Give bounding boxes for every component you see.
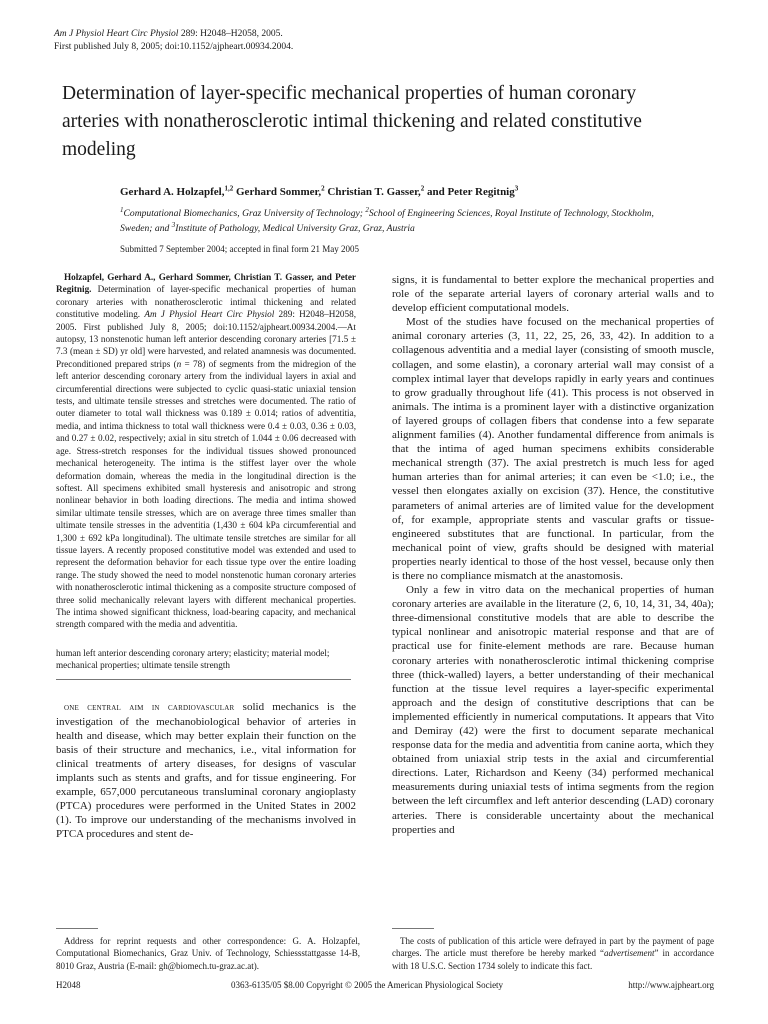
abstract-text-2: 289: H2048–H2058, 2005. First published July 8, 2005; doi:10.1152/ajpheart.00934.2004.—At autopsy, 13 nonstenotic human left anterior descending coronary arteries [71.5 ± 7.3 (mean ± SD) yr old] were harvested, and related anamnesis was documented. Preconditioned prepared strips (: [56, 309, 357, 369]
keywords: human left anterior descending coronary artery; elasticity; material model; mechanical properties; ultimate tensile strength: [56, 647, 330, 671]
author-2: Gerhard Sommer,: [233, 186, 322, 198]
author-3-affil: 2: [420, 184, 425, 193]
author-2-affil: 2: [321, 184, 325, 193]
correspondence-text: Address for reprint requests and other correspondence: G. A. Holzapfel, Computational Biomechanics, Graz Univ. of Technology, Schiessstattgasse 14-B, 8010 Graz, Austria (E-mail: gh@biomech.tu-graz.ac.at).: [56, 936, 360, 971]
intro-text-left: solid mechanics is the investigation of the mechanobiological behavior of arteries in health and disease, which may better explain their function on the basis of their structure and mechanics, i.e., vital information for clinical treatments of artery diseases, for designs of vascular implants such as stents and grafts, and for tissue engineering. For example, 657,000 percutaneous transluminal coronary angioplasty (PTCA) procedures were performed in the United States in 2002 (1). To improve our understanding of the mechanisms involved in PTCA procedures and stent de-: [56, 700, 357, 841]
abstract: [56, 271, 356, 631]
author-1: Gerhard A. Holzapfel,: [120, 186, 225, 198]
submission-dates: Submitted 7 September 2004; accepted in final form 21 May 2005: [120, 244, 359, 254]
affil-1-marker: 1: [120, 205, 124, 214]
costs-text-a: The costs of publication of this article were defrayed in part by the payment of page charges. The article must therefore be hereby marked “: [392, 936, 714, 959]
abstract-n: n: [176, 358, 182, 369]
article-title: Determination of layer-specific mechanical properties of human coronary arteries with nonatherosclerotic intimal thickening and related constitutive modeling: [62, 83, 642, 160]
affiliations: [120, 206, 680, 236]
costs-text-b: ” in accordance with 18 U.S.C. Section 1734 solely to indicate this fact.: [392, 948, 714, 971]
author-4-affil: 3: [514, 184, 519, 193]
abstract-text-3: = 78) of segments from the midregion of the left anterior descending coronary artery from the individual layers in axial and circumferential directions were subjected to cyclic quasi-static uniaxial tension tests, and ultimate tensile stresses and stretches were documented. The ratio of outer diameter to total wall thickness was 0.189 ± 0.014; ratios of adventitia, media, and intima thickness to total wall thickness were 0.4 ± 0.03, 0.36 ± 0.03, and 0.27 ± 0.02, respectively; axial in situ stretch of 1.044 ± 0.06 decreased with age. Stress-stretch responses for the individual tissues showed pronounced mechanical heterogeneity. The intima is the stiffest layer over the whole deformation domain, whereas the media in the longitudinal direction is the softest. All specimens exhibited small hysteresis and anisotropic and strong nonlinear behavior in both loading directions. The media and intima showed similar ultimate tensile stresses, which are on average three times smaller than ultimate tensile stresses in the adventitia (1,430 ± 604 kPa circumferential and 1,300 ± 692 kPa longitudinal). The ultimate tensile stretches are similar for all tissue layers. A recently proposed constitutive model was extended and used to represent the deformation behavior for each tissue type over the entire loading range. The study showed the need to model nonstenotic human coronary arteries with nonatherosclerotic intimal thickening as a composite structure composed of three solid mechanically relevant layers with different mechanical properties. The intima showed significant thickness, load-bearing capacity, and mechanical strength compared with the media and adventitia.: [56, 358, 357, 630]
paragraph-in-vitro-data: Only a few in vitro data on the mechanical properties of human coronary arteries are available in the literature (2, 6, 10, 14, 31, 34, 40a); three-dimensional constitutive models that are able to describe the typical nonlinear and anisotropic material response and that are of practical use for finite-element methods are rare. Because human coronary arteries with nonatherosclerotic intimal thickening comprise three (thick-walled) layers, a better understanding of their mechanical function at the tissue level requires a layer-specific experimental approach and the design of constitutive descriptions that can be implemented efficiently in numerical computations. It appears that Vito and Demiray (42) were the first to document separate mechanical response data for the media and adventitia from canine aorta, which they obtained from uniaxial strip tests in the axial and circumferential directions. Later, Richardson and Keeny (34) performed mechanical measurements during uniaxial tests of intima segments from the region between the left circumflex and left anterior descending (LAD) coronary arteries. There is considerable uncertainty about the mechanical properties and: [392, 584, 714, 836]
intro-lead: one central aim in cardiovascular: [64, 701, 235, 713]
intro-paragraph-left: [56, 700, 356, 842]
journal-volume: 289: H2048–H2058, 2005.: [178, 29, 283, 39]
author-4: and Peter Regitnig: [424, 186, 515, 198]
journal-url[interactable]: http://www.ajpheart.org: [628, 980, 714, 990]
footnote-costs: [392, 928, 714, 972]
footnote-correspondence: [56, 928, 360, 972]
abstract-text-1: Determination of layer-specific mechanical properties of human coronary arteries with nonatherosclerotic intimal thickening and related constitutive modeling.: [56, 284, 356, 320]
author-list: [120, 186, 518, 198]
paragraph-continuation: signs, it is fundamental to better explore the mechanical properties and role of the separate arterial layers of coronary arterial walls and to develop efficient computational models.: [392, 274, 714, 315]
left-column: [56, 271, 356, 842]
affil-2: School of Engineering Sciences, Royal Institute of Technology, Stockholm, Sweden; and: [120, 208, 654, 234]
affil-3-marker: 3: [171, 220, 176, 229]
paragraph-animal-studies: Most of the studies have focused on the mechanical properties of animal coronary arteries (3, 11, 22, 25, 26, 33, 42). In addition to a collagenous adventitia and a medial layer (consisting of smooth muscle, collagen, and some elastin), a coronary arterial wall may consist of a complex intimal layer that develops rapidly in early years and continues to grow gradually throughout life (41). This process is not observed in animals. The intima is a prominent layer with a distinctive organization of layered groups of collagen fibers that condense into a few separate alignment families (4). Another fundamental difference from animals is that the intima of aged human specimens exhibits considerable mechanical strength (37). The axial prestretch is much less for aged human arteries than for animal arteries; it can even be <1.0; i.e., the vessel then elongates axially on excision (37). Hence, the constitutive parameters of animal arteries are of limited value for the development of, for example, appropriate stents and vascular grafts or tissue-engineered substitutes that are functional. In particular, from the mechanical point of view, grafts should be designed with material properties nearly identical to those of the host vessel, because only then is there no compliance mismatch at the anastomosis.: [392, 316, 714, 582]
author-1-affil: 1,2: [224, 184, 234, 193]
abstract-authors: Holzapfel, Gerhard A., Gerhard Sommer, Christian T. Gasser, and Peter Regitnig.: [56, 272, 356, 295]
affil-3: Institute of Pathology, Medical University Graz, Graz, Austria: [175, 223, 415, 234]
citation-line: [54, 28, 293, 41]
affil-1: Computational Biomechanics, Graz University of Technology;: [123, 208, 366, 219]
page-number: H2048: [56, 980, 81, 990]
affil-2-marker: 2: [365, 205, 369, 214]
journal-name: Am J Physiol Heart Circ Physiol: [54, 29, 179, 39]
right-column: [392, 273, 714, 837]
copyright: 0363-6135/05 $8.00 Copyright © 2005 the American Physiological Society: [231, 980, 504, 990]
divider: [56, 679, 351, 680]
costs-text: [392, 935, 714, 972]
first-published: First published July 8, 2005; doi:10.1152/ajpheart.00934.2004.: [54, 42, 294, 52]
costs-advertisement: advertisement: [604, 948, 655, 959]
footnote-rule: [56, 928, 98, 929]
author-3: Christian T. Gasser,: [324, 186, 421, 198]
journal-header: [54, 28, 293, 54]
abstract-journal: Am J Physiol Heart Circ Physiol: [144, 309, 275, 320]
footnote-rule: [392, 928, 434, 929]
